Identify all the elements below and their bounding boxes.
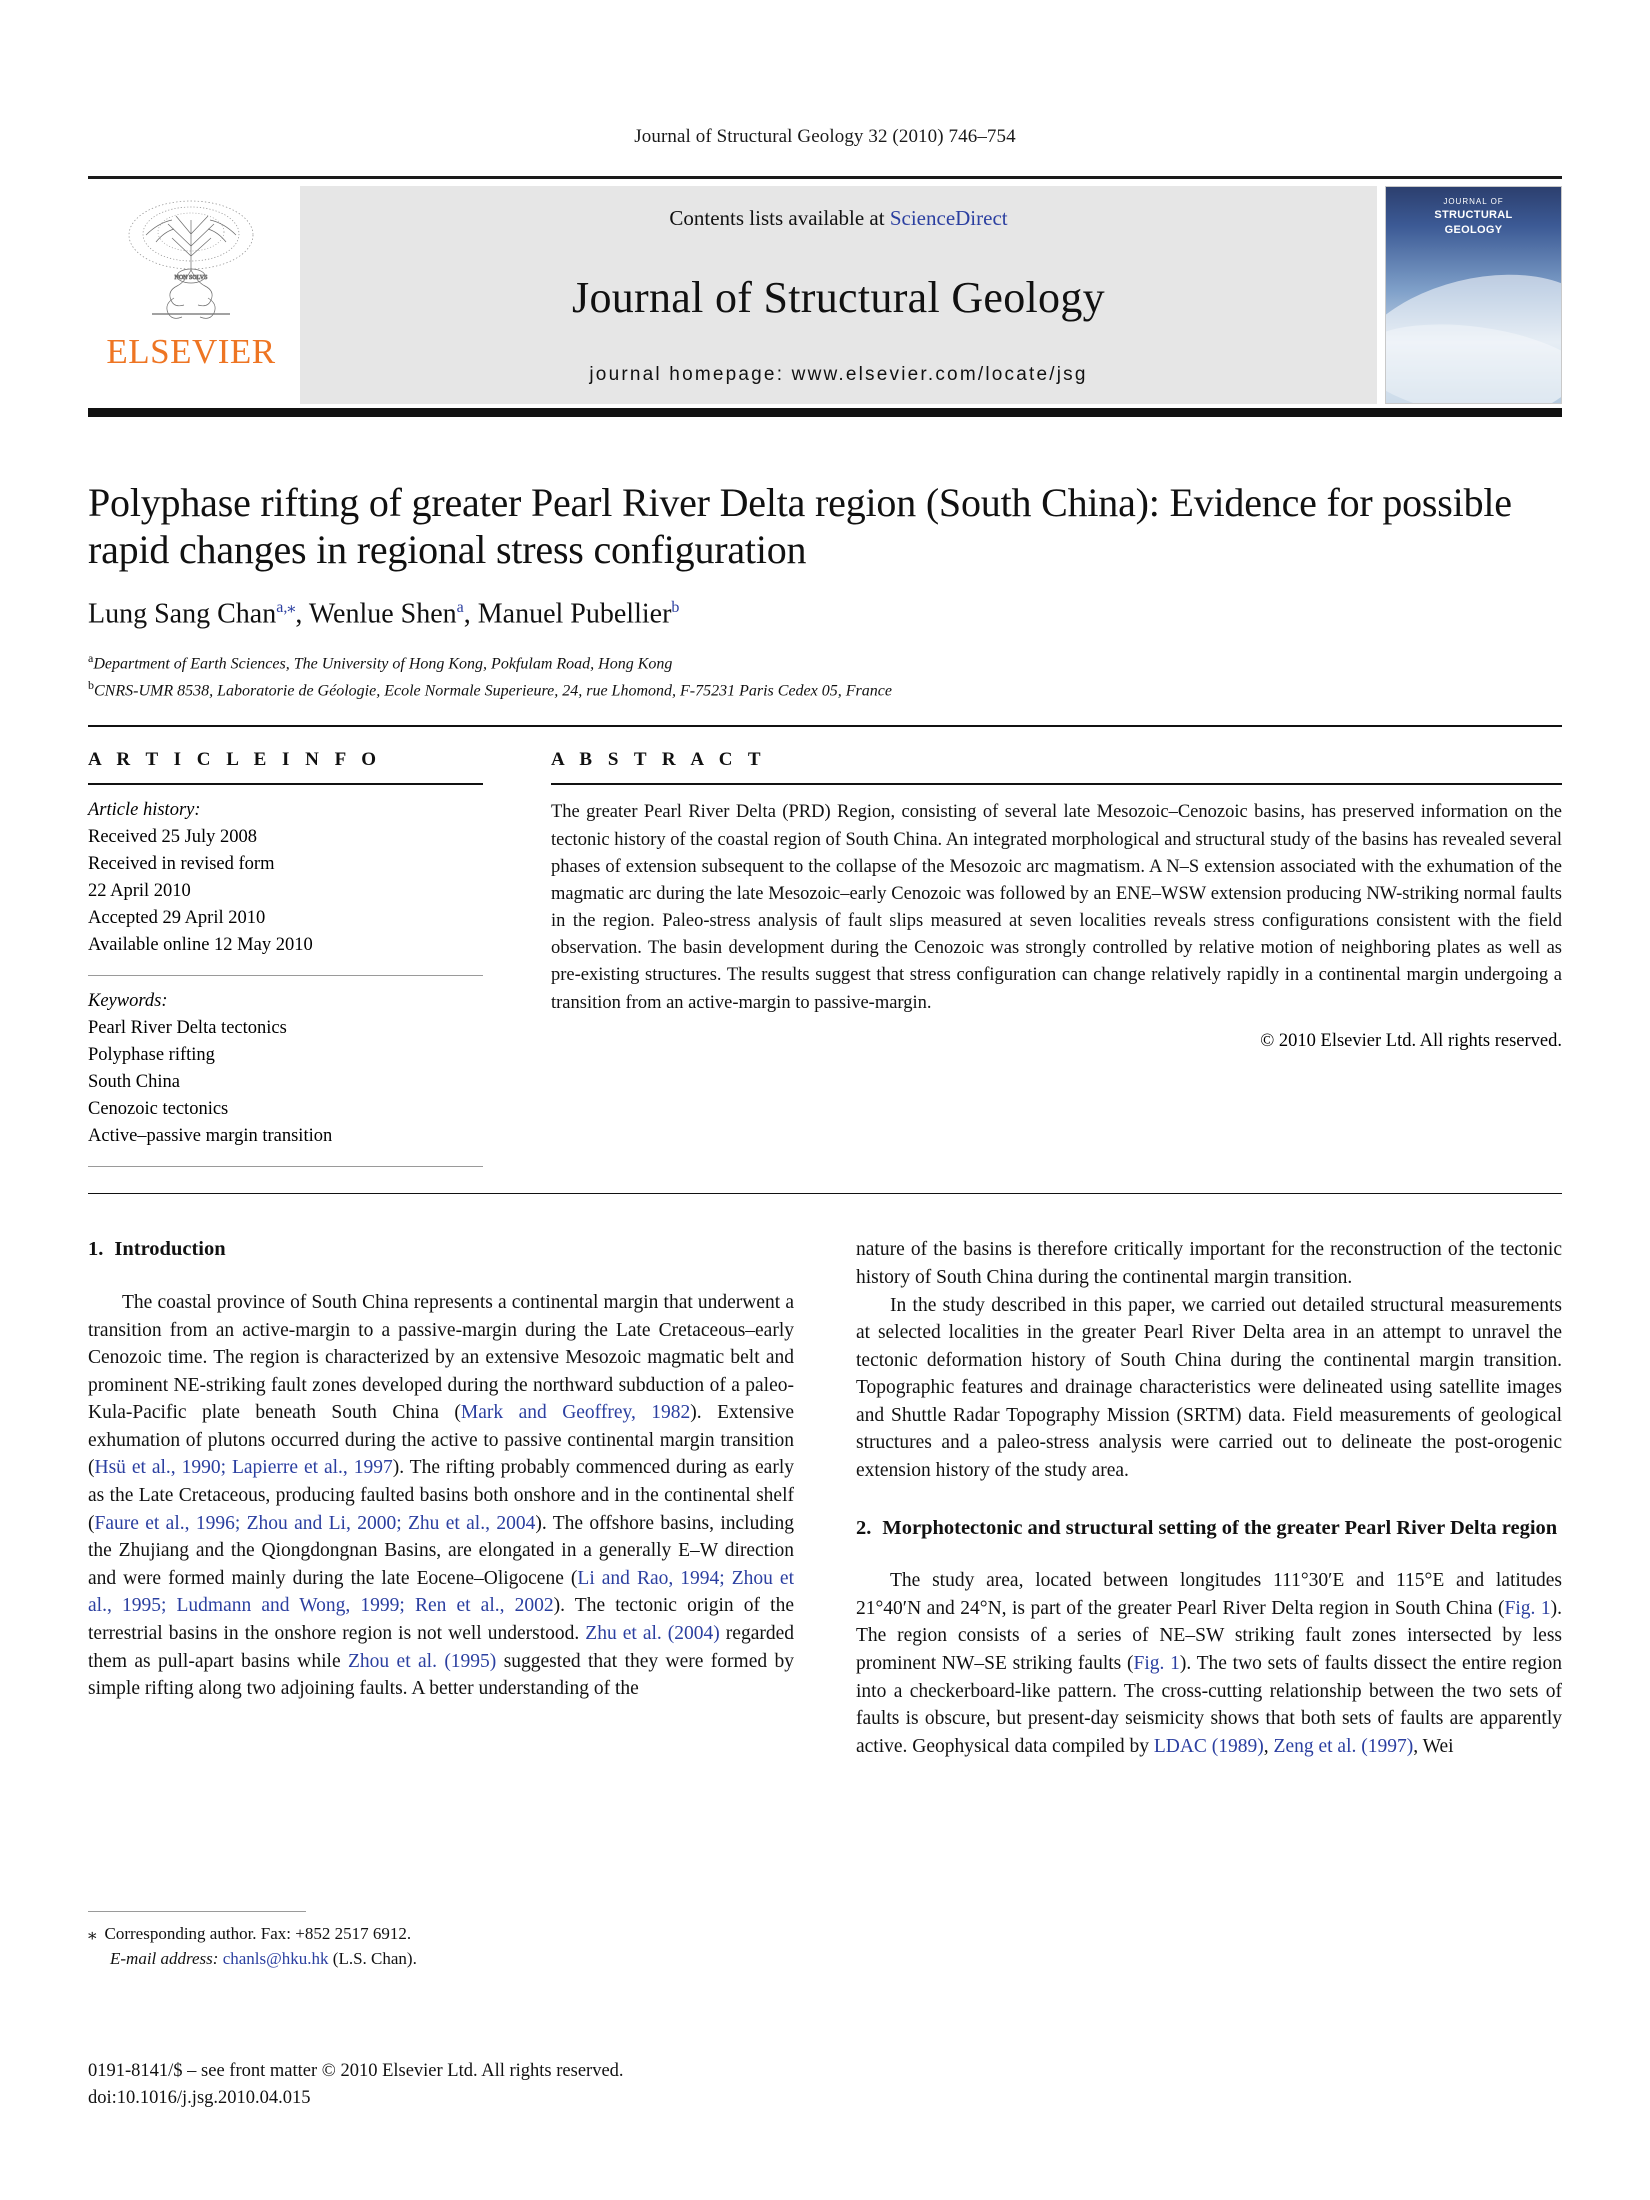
running-head: Journal of Structural Geology 32 (2010) 746–754 — [634, 126, 1016, 147]
text-run: regarded them as pull-apart basins while — [88, 1622, 795, 1672]
author-name: Lung Sang Chan — [88, 598, 277, 630]
body-top-rule — [88, 1193, 1562, 1194]
body-column-left — [88, 1236, 794, 1971]
elsevier-logo — [88, 186, 294, 404]
text-run: ). The rifting probably commenced during as early as the Late Cretaceous, producing faulted basins both onshore and in the continental shelf ( — [88, 1457, 794, 1534]
elsevier-tree-icon — [116, 190, 266, 330]
affiliation-text: Department of Earth Sciences, The University of Hong Kong, Pokfulam Road, Hong Kong — [93, 655, 673, 673]
info-top-rule — [88, 725, 1562, 727]
keywords-label: Keywords: — [88, 991, 168, 1012]
keyword-item: South China — [88, 1072, 180, 1093]
text-run: nature of the basins is therefore critically important for the reconstruction of the tectonic history of South China during the continental margin transition. — [856, 1239, 1562, 1288]
section-title: Morphotectonic and structural setting of the greater Pearl River Delta region — [882, 1516, 1558, 1539]
author-marks: a — [456, 599, 464, 617]
contents-line — [669, 206, 1007, 231]
affiliation-mark: a — [88, 650, 94, 665]
email-note — [88, 1946, 794, 1971]
citation-link[interactable]: Hsü et al., 1990; Lapierre et al., 1997 — [94, 1457, 393, 1479]
author-list: Lung Sang Chan$^{a,⁎}$, Wenlue Shen$^a$, Manuel Pubellier$^b$ — [88, 598, 680, 630]
paragraph-intro-1-continued — [856, 1236, 1562, 1291]
section-number: 2. — [856, 1516, 872, 1539]
corresponding-author-text: Corresponding author. Fax: +852 2517 6912. — [104, 1924, 412, 1944]
author-marks: a,⁎ — [276, 599, 296, 617]
author-name: Manuel Pubellier — [477, 598, 672, 630]
citation-link[interactable]: Zhu et al. (2004) — [585, 1622, 720, 1644]
article-history-item: 22 April 2010 — [88, 881, 191, 902]
page-title: Polyphase rifting of greater Pearl River Delta region (South China): Evidence for possible rapid changes in regional stress configuration — [88, 480, 1512, 573]
keyword-item: Cenozoic tectonics — [88, 1099, 229, 1120]
footnote-block — [88, 1911, 794, 1971]
email-suffix: (L.S. Chan). — [332, 1949, 417, 1969]
section-number: 1. — [88, 1238, 104, 1261]
text-run: ). The offshore basins, including the Zhujiang and the Qiongdongnan Basins, are elongated in a generally E–W direction and were formed mainly during the late Eocene–Oligocene ( — [88, 1512, 794, 1589]
text-run: ). Extensive exhumation of plutons occurred during the active to passive continental margin transition ( — [88, 1402, 794, 1479]
affiliations — [88, 649, 1562, 704]
text-run: The study area, located between longitudes 111°30′E and 115°E and latitudes 21°40′N and 24°N, is part of the greater Pearl River Delta region in South China ( — [856, 1570, 1562, 1619]
body-columns — [88, 1236, 1562, 1971]
email-label: E-mail address: — [110, 1949, 219, 1969]
sciencedirect-link[interactable]: ScienceDirect — [889, 206, 1008, 230]
paragraph-intro-2 — [856, 1292, 1562, 1485]
masthead-center — [300, 186, 1377, 404]
affiliation-mark: b — [88, 678, 94, 693]
keywords-top-rule — [88, 975, 483, 976]
keyword-item: Active–passive margin transition — [88, 1126, 333, 1147]
citation-link[interactable]: LDAC (1989) — [1153, 1735, 1264, 1757]
cover-line-3: GEOLOGY — [1444, 223, 1503, 236]
heading-spacer — [88, 1263, 794, 1289]
article-history — [88, 797, 483, 959]
text-run: ). The tectonic origin of the terrestrial basins in the onshore region is not well understood. — [88, 1595, 794, 1644]
citation-link[interactable]: Zhou et al. (1995) — [348, 1650, 497, 1672]
figure-reference-link[interactable]: Fig. 1 — [1133, 1652, 1180, 1674]
keyword-item: Polyphase rifting — [88, 1045, 215, 1066]
footnote-rule — [88, 1911, 306, 1912]
journal-title: Journal of Structural Geology — [572, 273, 1105, 322]
text-run: suggested that they were formed by simple rifting along two adjoining faults. A better understanding of the — [88, 1650, 794, 1700]
abstract-rule — [551, 783, 1562, 785]
issn-copyright-line: 0191-8141/$ – see front matter © 2010 Elsevier Ltd. All rights reserved. — [88, 2061, 624, 2082]
journal-cover-thumbnail — [1385, 186, 1562, 404]
abstract-column — [551, 749, 1562, 1167]
abstract-text: The greater Pearl River Delta (PRD) Region, consisting of several late Mesozoic–Cenozoic basins, has preserved information on the tectonic history of the coastal region of South China. An integrated morphological and structural study of the basins has revealed several phases of extension subsequent to the collapse of the Mesozoic arc magmatism. A N–S extension associated with the exhumation of the magmatic arc during the late Mesozoic–early Cenozoic was followed by an ENE–WSW extension producing NW-striking normal faults in the region. Paleo-stress analysis of fault slips measured at seven localities reveals stress configurations consistent with the field observation. The basin development during the Cenozoic was strongly controlled by relative motion of neighboring plates as well as pre-existing structures. The results suggest that stress configuration can change relatively rapidly in a continental margin undergoing a transition from an active-margin to passive-margin. — [551, 802, 1562, 1013]
article-info-heading: A R T I C L E I N F O — [88, 749, 382, 771]
journal-masthead — [88, 176, 1562, 404]
section-heading-introduction — [88, 1236, 794, 1263]
title-block — [88, 479, 1562, 703]
text-run: ). The region consists of a series of NE–SW striking fault zones intersected by less prominent NW–SE striking faults ( — [856, 1597, 1562, 1674]
abstract-copyright: © 2010 Elsevier Ltd. All rights reserved. — [1260, 1030, 1562, 1051]
doi-line: doi:10.1016/j.jsg.2010.04.015 — [88, 2088, 311, 2109]
figure-reference-link[interactable]: Fig. 1 — [1504, 1597, 1551, 1619]
affiliation-item — [88, 649, 1562, 676]
cover-line-1: JOURNAL OF — [1443, 197, 1504, 206]
info-abstract-area — [88, 749, 1562, 1167]
section-title: Introduction — [114, 1238, 226, 1261]
paragraph-intro-1 — [88, 1289, 794, 1703]
section-heading-morphotectonic — [856, 1515, 1562, 1542]
keyword-item: Pearl River Delta tectonics — [88, 1018, 287, 1039]
text-run: , — [1263, 1735, 1274, 1757]
citation-link[interactable]: Faure et al., 1996; Zhou and Li, 2000; Zhu et al., 2004 — [94, 1512, 536, 1534]
cover-line-2: STRUCTURAL — [1434, 208, 1513, 221]
journal-homepage[interactable]: journal homepage: www.elsevier.com/locate/jsg — [589, 364, 1088, 385]
corresponding-author-note — [88, 1921, 794, 1946]
article-info-rule — [88, 783, 483, 785]
author-marks: b — [671, 599, 680, 617]
text-run: The coastal province of South China represents a continental margin that underwent a transition from an active-margin to a passive-margin during the Late Cretaceous–early Cenozoic time. The region is characterized by an extensive Mesozoic magmatic belt and prominent NE-striking fault zones developed during the northward subduction of a paleo-Kula-Pacific plate beneath South China ( — [88, 1292, 794, 1424]
text-run: , Wei — [1413, 1735, 1454, 1757]
svg-text:NON SOLVS: NON SOLVS — [174, 275, 208, 281]
citation-link[interactable]: Mark and Geoffrey, 1982 — [460, 1402, 691, 1424]
page-footer — [88, 2058, 624, 2112]
article-history-label: Article history: — [88, 800, 201, 821]
paragraph-morpho-1 — [856, 1567, 1562, 1760]
article-info-column — [88, 749, 483, 1167]
author-name: Wenlue Shen — [308, 598, 457, 630]
text-run: In the study described in this paper, we carried out detailed structural measurements at selected localities in the greater Pearl River Delta area in an attempt to unravel the tectonic deformation history of South China during the continental margin transition. Topographic features and drainage characteristics were delineated using satellite images and Shuttle Radar Topography Mission (SRTM) data. Field measurements of geological structures and a paleo-stress analysis were carried out to delineate the post-orogenic extension history of the study area. — [856, 1294, 1562, 1481]
affiliation-item — [88, 676, 1562, 703]
article-history-item: Accepted 29 April 2010 — [88, 908, 266, 929]
citation-link[interactable]: Li and Rao, 1994; Zhou et al., 1995; Ludmann and Wong, 1999; Ren et al., 2002 — [88, 1567, 794, 1617]
body-column-right — [856, 1236, 1562, 1971]
article-history-item: Available online 12 May 2010 — [88, 935, 313, 956]
keywords-bottom-rule — [88, 1166, 483, 1167]
elsevier-wordmark: ELSEVIER — [106, 332, 276, 371]
heading-spacer — [856, 1541, 1562, 1567]
masthead-bottom-rule — [88, 408, 1562, 417]
footnote-star-marker: ⁎ — [88, 1924, 97, 1944]
abstract-heading: A B S T R A C T — [551, 749, 767, 771]
article-history-item: Received in revised form — [88, 854, 275, 875]
keywords-block — [88, 988, 483, 1150]
contents-prefix: Contents lists available at — [669, 206, 890, 230]
affiliation-text: CNRS-UMR 8538, Laboratorie de Géologie, Ecole Normale Superieure, 24, rue Lhomond, F-75231 Paris Cedex 05, France — [94, 682, 892, 700]
section-spacer — [856, 1485, 1562, 1515]
article-history-item: Received 25 July 2008 — [88, 827, 258, 848]
email-link[interactable]: chanls@hku.hk — [222, 1949, 329, 1969]
footnote-text — [88, 1921, 794, 1971]
citation-link[interactable]: Zeng et al. (1997) — [1273, 1735, 1414, 1757]
text-run: ). The two sets of faults dissect the entire region into a checkerboard-like pattern. The cross-cutting relationship between the two sets of faults is obscure, but present-day seismicity shows that both sets of faults are apparently active. Geophysical data compiled by — [856, 1652, 1562, 1757]
cover-title-text — [1386, 197, 1561, 237]
